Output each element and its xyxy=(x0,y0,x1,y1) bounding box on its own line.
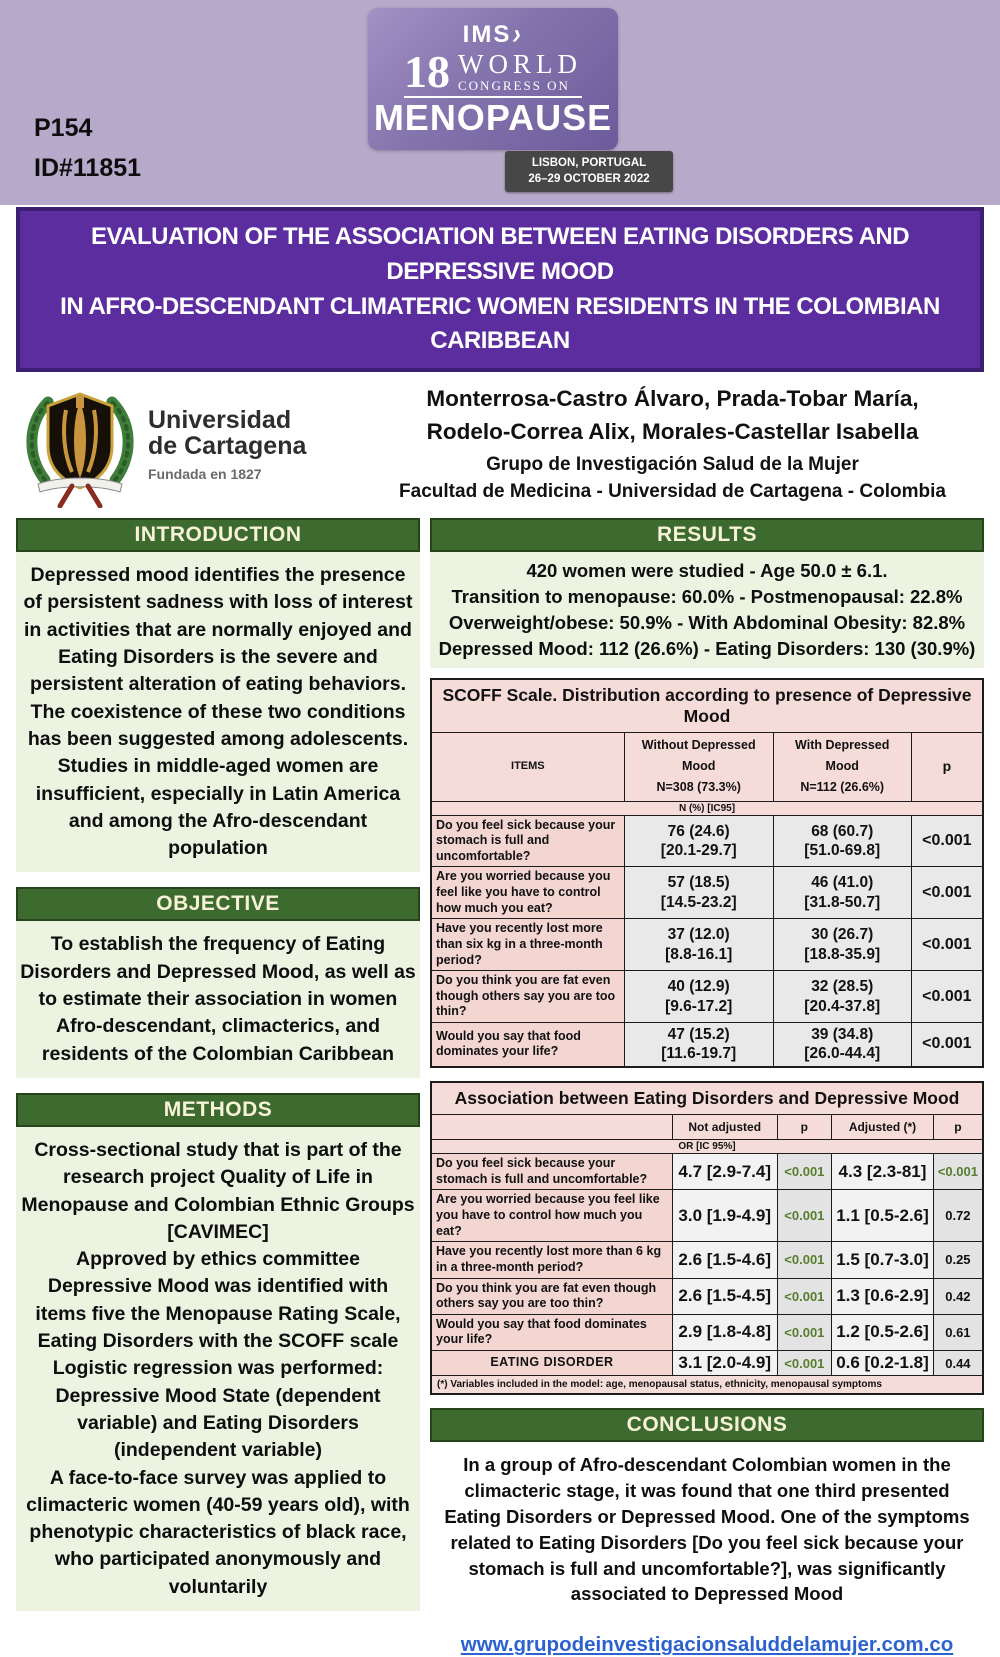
table2-col-blank xyxy=(431,1114,672,1139)
table-row: EATING DISORDER 3.1 [2.0-4.9] <0.001 0.6 [0.2-1.8] 0.44 xyxy=(431,1351,983,1376)
byline xyxy=(0,372,1000,510)
table-row: Are you worried because you feel like you have to control how much you eat? 3.0 [1.9-4.9] <0.001 1.1 [0.5-2.6] 0.72 xyxy=(431,1190,983,1242)
congress-word2: CONGRESS ON xyxy=(458,77,570,93)
poster-id: ID#11851 xyxy=(34,154,142,182)
table-row: Would you say that food dominates your life? 47 (15.2) [11.6-19.7] 39 (34.8) [26.0-44.4] <0.001 xyxy=(431,1023,983,1067)
conclusions-section xyxy=(430,1408,984,1617)
header-band xyxy=(0,0,1000,205)
university-crest-logo xyxy=(20,380,140,508)
table-row: Do you think you are fat even though others say you are too thin? 2.6 [1.5-4.5] <0.001 1.3 [0.6-2.9] 0.42 xyxy=(431,1278,983,1314)
authors-line1: Monterrosa-Castro Álvaro, Prada-Tobar María, xyxy=(426,385,919,411)
congress-word1: WORLD xyxy=(458,48,582,79)
congress-number-line xyxy=(404,45,582,98)
university-name-line1: Universidad xyxy=(148,406,292,435)
methods-header: METHODS xyxy=(16,1093,420,1127)
authors-line2: Rodelo-Correa Alix, Morales-Castellar Isabella xyxy=(426,418,919,444)
table-row: Do you feel sick because your stomach is full and uncomfortable? 76 (24.6) [20.1-29.7] 68 (60.7) [51.0-69.8] <0.001 xyxy=(431,815,983,867)
website-link[interactable]: www.grupodeinvestigacionsaluddelamujer.com.co xyxy=(460,1633,954,1657)
table2-subheader: OR [IC 95%] xyxy=(431,1140,983,1154)
introduction-header: INTRODUCTION xyxy=(16,518,420,552)
methods-section xyxy=(16,1093,420,1611)
methods-line: Logistic regression was performed: Depressive Mood State (dependent variable) and Eating Disorders (independent variable) xyxy=(52,1357,384,1462)
congress-location-badge xyxy=(505,151,673,192)
poster-title-line1: EVALUATION OF THE ASSOCIATION BETWEEN EATING DISORDERS AND DEPRESSIVE MOOD xyxy=(90,223,910,285)
table1-col-with: With Depressed Mood N=112 (26.6%) xyxy=(773,732,911,801)
university-name-line2: de Cartagena xyxy=(148,432,307,461)
methods-line: Depressive Mood was identified with items five the Menopause Rating Scale, xyxy=(35,1275,401,1325)
ims-chevron-icon: › xyxy=(510,18,527,51)
research-group: Grupo de Investigación Salud de la Mujer xyxy=(486,454,859,476)
ims-text: IMS xyxy=(462,20,512,48)
methods-line: Cross-sectional study that is part of the research project Quality of Life in Menopause and Colombian Ethnic Groups [CAVIMEC] xyxy=(21,1138,415,1243)
faculty: Facultad de Medicina - Universidad de Cartagena - Colombia xyxy=(399,480,946,502)
methods-line: Approved by ethics committee xyxy=(76,1248,360,1271)
table-row: Are you worried because you feel like you have to control how much you eat? 57 (18.5) [14.5-23.2] 46 (41.0) [31.8-50.7] <0.001 xyxy=(431,867,983,919)
poster-identifiers xyxy=(34,108,141,188)
objective-section xyxy=(16,887,420,1077)
introduction-text: Depressed mood identifies the presence of persistent sadness with loss of interest in activities that are normally enjoyed and Eating Disorders is the severe and persistent alteration of eating behaviors. The coexistence of these two conditions has been suggested among adolescents. Studies in middle-aged women are insufficient, especially in Latin America and among the Afro-descendant population xyxy=(16,552,420,872)
table-row: Do you feel sick because your stomach is full and uncomfortable? 4.7 [2.9-7.4] <0.001 4.3 [2.3-81] <0.001 xyxy=(431,1154,983,1190)
congress-dates: 26–29 OCTOBER 2022 xyxy=(528,172,650,185)
introduction-section xyxy=(16,518,420,872)
table2-title: Association between Eating Disorders and Depressive Mood xyxy=(431,1082,983,1115)
congress-number: 18 xyxy=(404,45,450,97)
table2-col-not-adjusted: Not adjusted xyxy=(672,1114,777,1139)
objective-header: OBJECTIVE xyxy=(16,887,420,921)
table-row: Would you say that food dominates your life? 2.9 [1.8-4.8] <0.001 1.2 [0.5-2.6] 0.61 xyxy=(431,1314,983,1350)
congress-name: MENOPAUSE xyxy=(373,96,613,138)
results-text xyxy=(430,552,984,668)
table1-col-items: ITEMS xyxy=(431,732,624,801)
university-logo-area xyxy=(20,380,365,508)
ims-logo xyxy=(462,18,527,51)
objective-text: To establish the frequency of Eating Disorders and Depressed Mood, as well as to estimate their association in women Afro-descendant, climacterics, and residents of the Colombian Caribbean xyxy=(16,921,420,1077)
table1-title: SCOFF Scale. Distribution according to presence of Depressive Mood xyxy=(431,679,983,733)
results-section xyxy=(430,518,984,668)
congress-location: LISBON, PORTUGAL xyxy=(531,157,647,169)
authors-block xyxy=(365,383,980,505)
association-table xyxy=(430,1081,984,1395)
website-link-row xyxy=(430,1633,984,1657)
table-row: Have you recently lost more than 6 kg in a three-month period? 2.6 [1.5-4.6] <0.001 1.5 [0.7-3.0] 0.25 xyxy=(431,1242,983,1278)
methods-text xyxy=(16,1127,420,1611)
results-line: Overweight/obese: 50.9% - With Abdominal Obesity: 82.8% xyxy=(448,611,966,633)
poster-title xyxy=(16,207,984,372)
table1-subheader: N (%) [IC95] xyxy=(431,801,983,815)
results-line: Depressed Mood: 112 (26.6%) - Eating Disorders: 130 (30.9%) xyxy=(438,637,976,659)
methods-line: Eating Disorders with the SCOFF scale xyxy=(37,1330,399,1353)
conclusions-text: In a group of Afro-descendant Colombian women in the climacteric stage, it was found that one third presented Eating Disorders or Depressed Mood. One of the symptoms related to Eating Disorders [Do you feel sick because your stomach is full and uncomfortable?], was significantly associated to Depressed Mood xyxy=(430,1442,984,1617)
table1-col-without: Without Depressed Mood N=308 (73.3%) xyxy=(624,732,773,801)
results-line: Transition to menopause: 60.0% - Postmenopausal: 22.8% xyxy=(451,586,963,608)
table2-col-adjusted: Adjusted (*) xyxy=(832,1114,934,1139)
congress-logo xyxy=(368,8,618,150)
poster-code: P154 xyxy=(34,114,93,142)
table-row: Have you recently lost more than six kg in a three-month period? 37 (12.0) [8.8-16.1] 30 (26.7) [18.8-35.9] <0.001 xyxy=(431,919,983,971)
results-header: RESULTS xyxy=(430,518,984,552)
table2-col-p1: p xyxy=(777,1114,832,1139)
table2-col-p2: p xyxy=(933,1114,983,1139)
conclusions-header: CONCLUSIONS xyxy=(430,1408,984,1442)
poster-title-line2: IN AFRO-DESCENDANT CLIMATERIC WOMEN RESIDENTS IN THE COLOMBIAN CARIBBEAN xyxy=(60,292,940,355)
table-row: Do you think you are fat even though others say you are too thin? 40 (12.9) [9.6-17.2] 32 (28.5) [20.4-37.8] <0.001 xyxy=(431,971,983,1023)
table2-footnote: (*) Variables included in the model: age, menopausal status, ethnicity, menopausal symptoms xyxy=(431,1376,983,1395)
results-line: 420 women were studied - Age 50.0 ± 6.1. xyxy=(526,560,888,582)
university-founded: Fundada en 1827 xyxy=(148,465,262,482)
methods-line: A face-to-face survey was applied to climacteric women (40-59 years old), with phenotypic characteristics of black race, who participated anonymously and voluntarily xyxy=(26,1466,410,1598)
scoff-distribution-table xyxy=(430,678,984,1068)
table1-col-p: p xyxy=(911,732,983,801)
